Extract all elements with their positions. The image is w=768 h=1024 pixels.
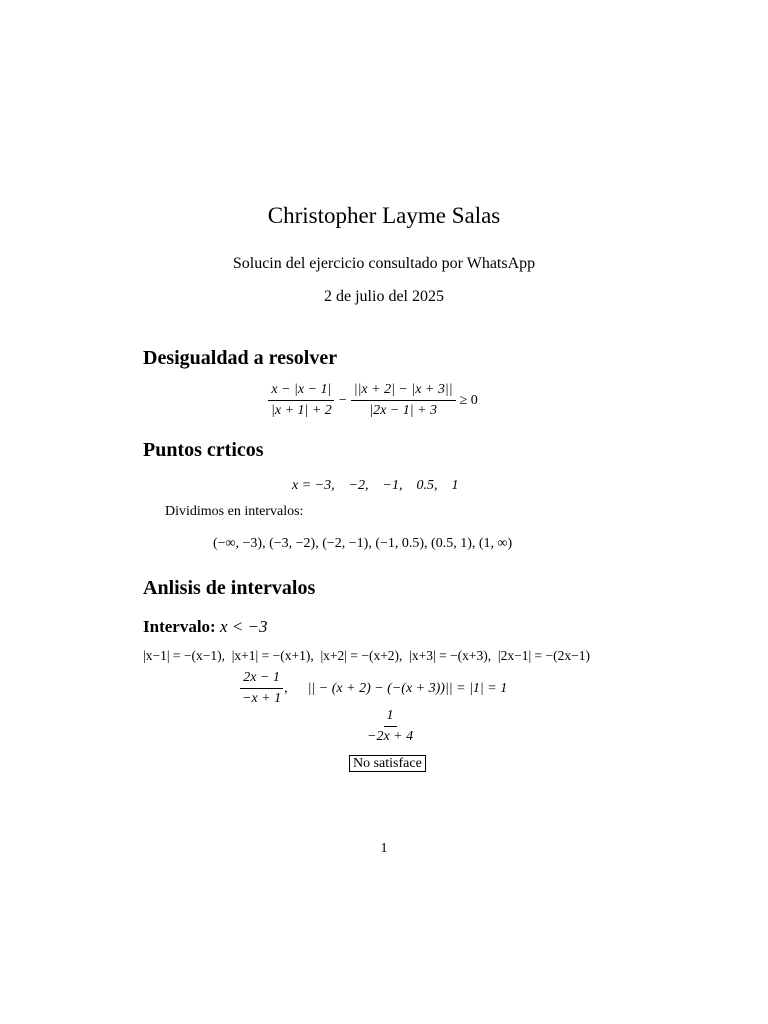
simplified-fraction bbox=[364, 708, 416, 745]
fraction-1-denominator: |x + 1| + 2 bbox=[271, 403, 332, 418]
inequality-fraction-2 bbox=[351, 382, 456, 419]
critical-points-list: x = −3, −2, −1, 0.5, 1 bbox=[292, 478, 459, 493]
simplified-fraction-wrapper bbox=[364, 708, 416, 745]
interval-subheading bbox=[143, 617, 267, 637]
result-box: No satisface bbox=[349, 755, 426, 772]
document-date: 2 de julio del 2025 bbox=[324, 288, 444, 305]
interval-subheading-condition: x < −3 bbox=[219, 617, 268, 636]
simplified-numerator: 1 bbox=[384, 708, 397, 727]
inequality-relation: ≥ 0 bbox=[459, 392, 478, 408]
page-number: 1 bbox=[380, 841, 388, 856]
document-title: Christopher Layme Salas bbox=[267, 203, 501, 228]
expression-comma: , bbox=[284, 680, 288, 696]
document-subtitle: Solucin del ejercicio consultado por WhatsApp bbox=[232, 255, 536, 272]
intervals-list: (−∞, −3), (−3, −2), (−2, −1), (−1, 0.5), (0.5, 1), (1, ∞) bbox=[213, 536, 513, 551]
first-term-fraction bbox=[239, 670, 284, 707]
result-wrapper bbox=[349, 752, 426, 772]
inequality-fraction-1 bbox=[268, 382, 335, 419]
intervals-label: Dividimos en intervalos: bbox=[165, 504, 304, 519]
first-term-numerator: 2x − 1 bbox=[240, 670, 283, 689]
fraction-2-denominator: |2x − 1| + 3 bbox=[369, 403, 438, 418]
fraction-2-numerator: ||x + 2| − |x + 3|| bbox=[351, 382, 456, 401]
section-heading-interval-analysis: Anlisis de intervalos bbox=[143, 577, 316, 599]
main-inequality bbox=[268, 382, 478, 419]
minus-sign: − bbox=[338, 392, 347, 408]
interval-expressions bbox=[239, 670, 507, 707]
section-heading-critical-points: Puntos crticos bbox=[143, 439, 264, 461]
section-heading-inequality: Desigualdad a resolver bbox=[143, 347, 338, 369]
absolute-value-substitutions: |x−1| = −(x−1), |x+1| = −(x+1), |x+2| = −(x+2), |x+3| = −(x+3), |2x−1| = −(2x−1) bbox=[143, 648, 591, 663]
fraction-1-numerator: x − |x − 1| bbox=[268, 382, 334, 401]
second-term-evaluation: || − (x + 2) − (−(x + 3))|| = |1| = 1 bbox=[307, 680, 508, 696]
simplified-denominator: −2x + 4 bbox=[367, 729, 414, 744]
first-term-denominator: −x + 1 bbox=[242, 691, 282, 706]
interval-subheading-label: Intervalo: bbox=[143, 617, 216, 636]
